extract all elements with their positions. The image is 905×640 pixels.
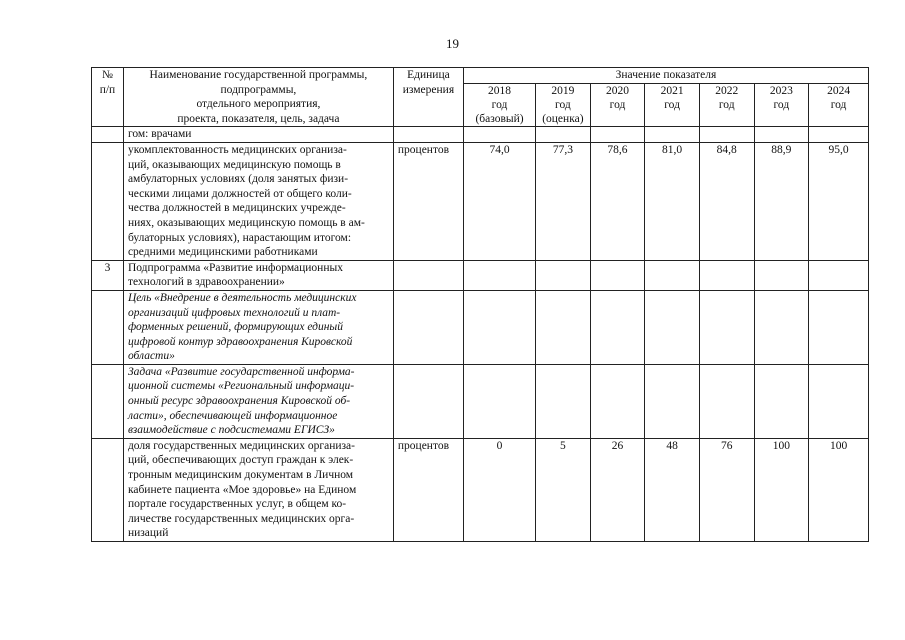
row-value-cell-2020: 78,6 [590, 142, 645, 260]
row-value-cell-2024 [809, 127, 869, 143]
row-number-cell [92, 364, 124, 438]
row-value-cell-2024 [809, 260, 869, 290]
row-value-cell-2022 [699, 260, 754, 290]
header-name-line: отдельного мероприятия, [196, 98, 321, 111]
row-value-cell-2019 [536, 127, 591, 143]
row-value-cell-2024 [809, 364, 869, 438]
year-unit: год [773, 98, 790, 111]
year-note: (базовый) [475, 112, 524, 125]
header-unit-line: Единица [407, 69, 450, 81]
year-unit: год [664, 98, 680, 111]
row-value-cell-2023 [754, 127, 809, 143]
row-value-cell-2021: 48 [645, 438, 700, 541]
year-label: 2024 [827, 84, 851, 97]
header-number-line: № [101, 69, 113, 81]
row-number-cell [92, 438, 124, 541]
row-value-cell-2020 [590, 127, 645, 143]
row-value-cell-2019: 77,3 [536, 142, 591, 260]
row-value-cell-2018 [463, 127, 535, 143]
year-note: (оценка) [542, 112, 584, 125]
row-value-cell-2020 [590, 290, 645, 364]
header-name-line: подпрограммы, [220, 83, 297, 96]
row-value-cell-2021 [645, 290, 700, 364]
row-value-cell-2018 [463, 364, 535, 438]
row-name-line: Подпрограмма «Развитие информационных [127, 261, 343, 274]
row-unit-cell [393, 290, 463, 364]
row-name-line: Задача «Развитие государственной информа- [127, 365, 355, 378]
table-row [92, 127, 869, 143]
header-name-line: проекта, показателя, цель, задача [177, 112, 340, 125]
row-name-line: онный ресурс здравоохранения Кировской об- [127, 395, 351, 408]
row-value-cell-2018: 0 [463, 438, 535, 541]
row-name-line: ласти», обеспечивающей информационное [127, 409, 338, 422]
year-label: 2021 [660, 84, 684, 97]
row-name-line: организаций цифровых технологий и плат- [127, 306, 341, 319]
header-year-2020 [590, 83, 645, 127]
header-unit-line: измерения [402, 83, 455, 96]
year-unit: год [491, 98, 508, 111]
row-name-line: булаторных условиях), нарастающим итогом: [127, 231, 352, 244]
row-name-line: тронным медицинским документам в Личном [127, 469, 354, 482]
year-label: 2022 [715, 84, 739, 97]
row-unit-cell: процентов [393, 438, 463, 541]
row-name-line: области» [127, 350, 175, 363]
row-value-cell-2023 [754, 364, 809, 438]
table-row [92, 290, 869, 364]
row-name-line: портале государственных услуг, в общем ко- [127, 498, 347, 511]
row-unit-cell [393, 127, 463, 143]
row-value-cell-2021 [645, 127, 700, 143]
year-label: 2018 [488, 84, 512, 97]
row-name-cell [123, 290, 393, 364]
row-name-cell [123, 438, 393, 541]
row-value-cell-2019 [536, 290, 591, 364]
header-year-2021 [645, 83, 700, 127]
row-name-cell [123, 127, 393, 143]
header-year-2019 [536, 83, 591, 127]
row-value-cell-2021: 81,0 [645, 142, 700, 260]
row-name-line: амбулаторных условиях (доля занятых физи- [127, 173, 349, 186]
row-name-line: взаимодействие с подсистемами ЕГИСЗ» [127, 424, 335, 437]
row-number-cell [92, 142, 124, 260]
row-value-cell-2020 [590, 260, 645, 290]
row-value-cell-2022 [699, 127, 754, 143]
row-value-cell-2022 [699, 290, 754, 364]
row-name-line: цифровой контур здравоохранения Кировской [127, 335, 353, 348]
row-name-cell [123, 142, 393, 260]
row-name-line: низаций [127, 527, 169, 540]
header-name-line: Наименование государственной программы, [149, 69, 368, 81]
row-value-cell-2018 [463, 260, 535, 290]
row-unit-cell [393, 260, 463, 290]
row-name-line: гом: врачами [127, 128, 192, 141]
header-unit-cell [393, 68, 463, 127]
row-value-cell-2024: 100 [809, 438, 869, 541]
year-unit: год [555, 98, 571, 111]
header-number-cell [92, 68, 124, 127]
row-value-cell-2018 [463, 290, 535, 364]
row-name-line: технологий в здравоохранении» [127, 276, 285, 289]
row-value-cell-2023 [754, 290, 809, 364]
row-value-cell-2021 [645, 364, 700, 438]
row-name-line: ниях, оказывающих медицинскую помощь в ам- [127, 216, 365, 229]
row-value-cell-2021 [645, 260, 700, 290]
header-year-2022 [699, 83, 754, 127]
header-name-cell [123, 68, 393, 127]
row-value-cell-2019 [536, 260, 591, 290]
row-value-cell-2018: 74,0 [463, 142, 535, 260]
row-value-cell-2023 [754, 260, 809, 290]
row-number-cell: 3 [92, 260, 124, 290]
row-name-cell [123, 260, 393, 290]
table-row [92, 438, 869, 541]
row-value-cell-2020: 26 [590, 438, 645, 541]
row-value-cell-2023: 100 [754, 438, 809, 541]
row-name-line: ций, оказывающих медицинскую помощь в [127, 158, 341, 171]
row-name-line: форменных решений, формирующих единый [127, 321, 343, 334]
row-name-line: ционной системы «Региональный информаци- [127, 380, 355, 393]
row-name-line: чества должностей в медицинских учрежде- [127, 202, 346, 215]
header-values-title: Значение показателя [463, 68, 868, 84]
header-year-2018 [463, 83, 535, 127]
year-unit: год [609, 98, 626, 111]
table-row [92, 260, 869, 290]
page-number: 19 [446, 36, 459, 51]
row-unit-cell: процентов [393, 142, 463, 260]
row-value-cell-2023: 88,9 [754, 142, 809, 260]
row-value-cell-2022: 76 [699, 438, 754, 541]
row-value-cell-2020 [590, 364, 645, 438]
row-name-line: ческими лицами должностей от общего коли- [127, 187, 352, 200]
row-name-line: укомплектованность медицинских организа- [127, 143, 347, 156]
header-number-line: п/п [99, 83, 116, 96]
row-number-cell [92, 290, 124, 364]
header-year-2024 [809, 83, 869, 127]
year-unit: год [718, 98, 735, 111]
year-label: 2019 [551, 84, 575, 97]
year-label: 2023 [769, 84, 793, 97]
row-value-cell-2019 [536, 364, 591, 438]
row-value-cell-2022 [699, 364, 754, 438]
table-row [92, 142, 869, 260]
table-body [92, 127, 869, 542]
row-name-line: доля государственных медицинских организа- [127, 439, 355, 452]
row-name-line: кабинете пациента «Мое здоровье» на Едином [127, 483, 357, 496]
row-value-cell-2024 [809, 290, 869, 364]
row-name-line: Цель «Внедрение в деятельность медицинских [127, 291, 357, 304]
indicators-table [91, 67, 869, 542]
year-label: 2020 [605, 84, 629, 97]
table-header [92, 68, 869, 127]
row-unit-cell [393, 364, 463, 438]
table-row [92, 364, 869, 438]
year-unit: год [830, 98, 847, 111]
row-value-cell-2019: 5 [536, 438, 591, 541]
row-value-cell-2024: 95,0 [809, 142, 869, 260]
row-name-line: средними медицинскими работниками [127, 246, 318, 259]
row-number-cell [92, 127, 124, 143]
row-name-line: ций, обеспечивающих доступ граждан к элек- [127, 454, 354, 467]
row-value-cell-2022: 84,8 [699, 142, 754, 260]
row-name-cell [123, 364, 393, 438]
row-name-line: личестве государственных медицинских орга- [127, 512, 355, 525]
header-year-2023 [754, 83, 809, 127]
